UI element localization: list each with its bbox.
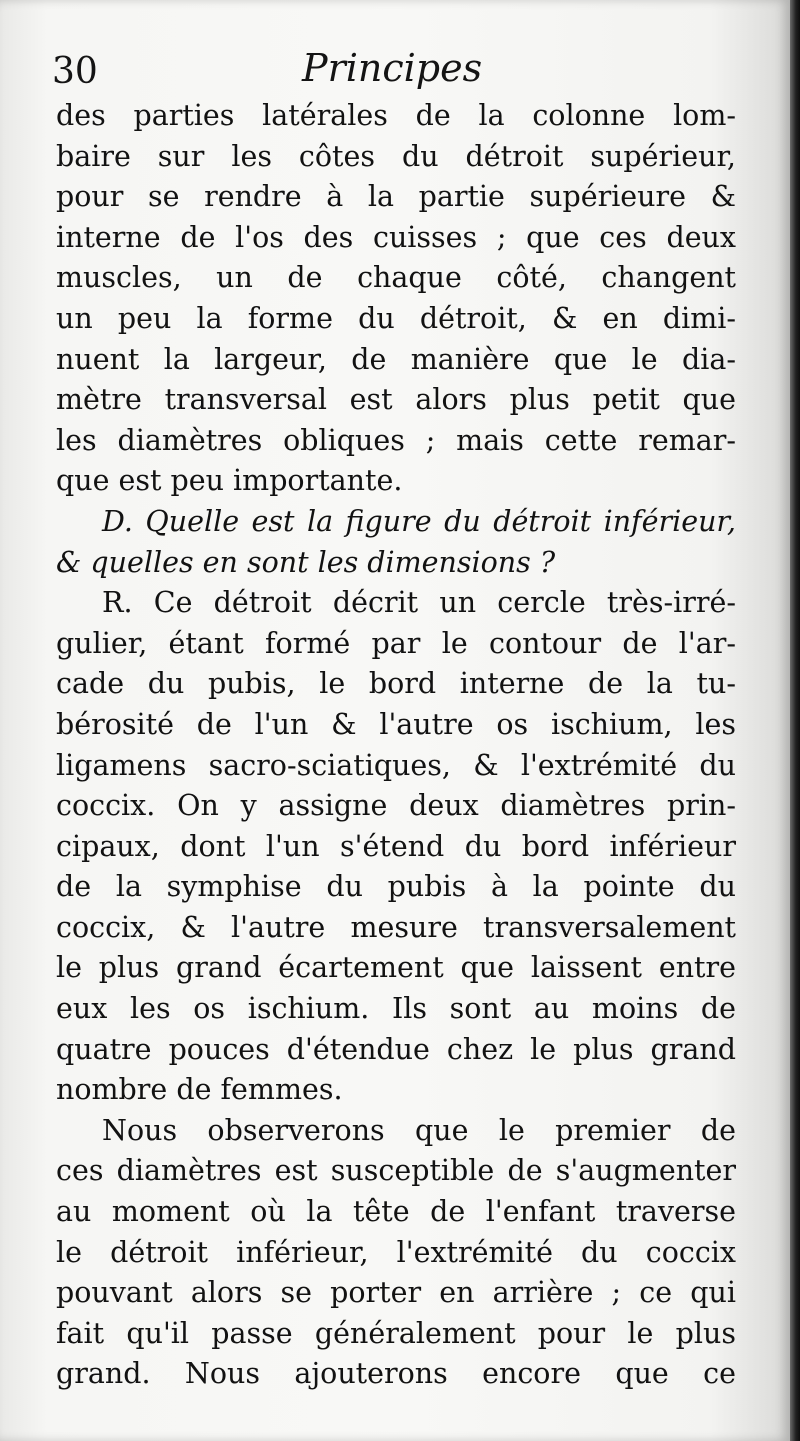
text-line: pour se rendre à la partie supérieure & bbox=[56, 180, 736, 214]
text-line: les diamètres obliques ; mais cette remar- bbox=[56, 423, 736, 457]
text-line: bérosité de l'un & l'autre os ischium, les bbox=[56, 707, 736, 741]
text-line: & quelles en sont les dimensions ? bbox=[56, 545, 556, 579]
text-line: eux les os ischium. Ils sont au moins de bbox=[56, 992, 736, 1026]
text-line: interne de l'os des cuisses ; que ces deux bbox=[56, 220, 736, 254]
text-line: R. Ce détroit décrit un cercle très-irré- bbox=[102, 586, 736, 620]
text-line: au moment où la tête de l'enfant traverse bbox=[56, 1195, 736, 1229]
text-line: coccix, & l'autre mesure transversalement bbox=[56, 910, 736, 944]
text-line: nuent la largeur, de manière que le dia- bbox=[56, 342, 736, 376]
page-number: 30 bbox=[52, 51, 98, 92]
text-line: muscles, un de chaque côté, changent bbox=[56, 261, 736, 295]
text-line: que est peu importante. bbox=[56, 464, 403, 498]
text-line: le plus grand écartement que laissent entre bbox=[56, 951, 736, 985]
text-line: un peu la forme du détroit, & en dimi- bbox=[56, 301, 736, 335]
text-line: grand. Nous ajouterons encore que ce bbox=[56, 1357, 736, 1391]
text-line: D. Quelle est la figure du détroit inférieur, bbox=[102, 504, 736, 538]
running-head-title: Principes bbox=[302, 46, 483, 90]
text-line: gulier, étant formé par le contour de l'ar- bbox=[56, 626, 736, 660]
text-line: de la symphise du pubis à la pointe du bbox=[56, 870, 736, 904]
text-line: fait qu'il passe généralement pour le plus bbox=[56, 1316, 736, 1350]
text-line: le détroit inférieur, l'extrémité du coccix bbox=[56, 1235, 736, 1269]
text-line: nombre de femmes. bbox=[56, 1073, 343, 1107]
text-line: quatre pouces d'étendue chez le plus grand bbox=[56, 1032, 736, 1066]
text-line: Nous observerons que le premier de bbox=[102, 1113, 736, 1147]
text-line: ligamens sacro-sciatiques, & l'extrémité du bbox=[56, 748, 736, 782]
book-spine-shadow bbox=[790, 0, 800, 1441]
text-line: pouvant alors se porter en arrière ; ce qui bbox=[56, 1276, 736, 1310]
text-line: des parties latérales de la colonne lom- bbox=[56, 99, 736, 132]
text-line: baire sur les côtes du détroit supérieur, bbox=[56, 139, 736, 173]
text-line: ces diamètres est susceptible de s'augmenter bbox=[56, 1154, 736, 1188]
text-line: mètre transversal est alors plus petit que bbox=[56, 383, 736, 417]
text-line: cipaux, dont l'un s'étend du bord inférieur bbox=[56, 829, 736, 863]
running-head bbox=[52, 42, 742, 96]
text-line: cade du pubis, le bord interne de la tu- bbox=[56, 667, 736, 701]
text-line: coccix. On y assigne deux diamètres prin- bbox=[56, 789, 736, 823]
body-text bbox=[56, 96, 736, 1395]
